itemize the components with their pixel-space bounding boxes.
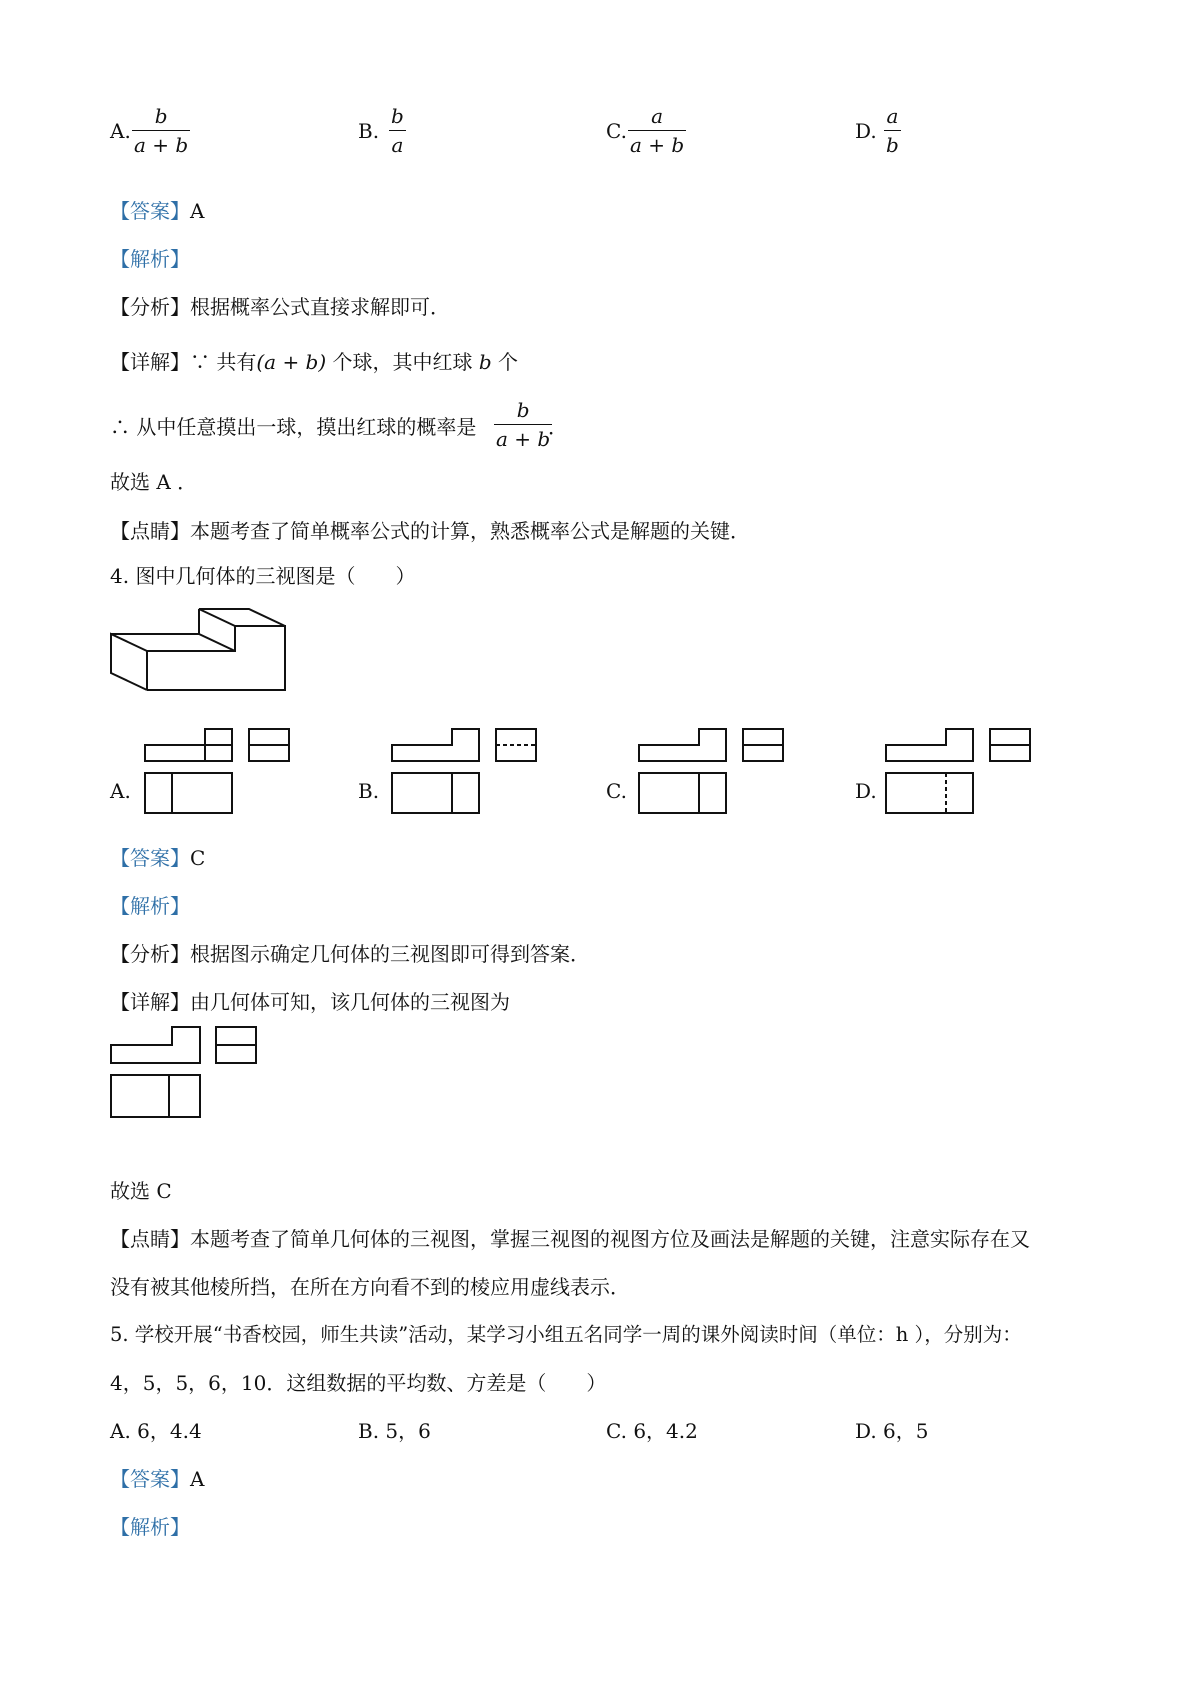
q4-option-c-letter: C. (606, 779, 627, 803)
q5-question-line1: 5. 学校开展“书香校园，师生共读”活动，某学习小组五名同学一周的课外阅读时间（单位：h ），分别为： (110, 1323, 1022, 1346)
q5-answer-tag: 【答案】 (110, 1467, 190, 1491)
q3-option-c-letter: C. (606, 119, 627, 143)
q4-option-b-letter: B. (358, 779, 380, 803)
q5-option-d (855, 1418, 929, 1444)
q3-therefore-numerator: b (516, 398, 530, 422)
q3-analysis-tag: 【解析】 (110, 247, 190, 271)
q3-conclusion: 故选 A ． (110, 470, 198, 494)
q3-option-d-numerator: a (886, 104, 899, 128)
q4-conclusion: 故选 C (110, 1179, 172, 1203)
q4-analysis-tag: 【解析】 (110, 894, 190, 918)
q4-dianjing-text1: 本题考查了简单几何体的三视图，掌握三视图的视图方位及画法是解题的关键，注意实际存在又 (190, 1227, 1030, 1251)
q4-fenxi: 根据图示确定几何体的三视图即可得到答案． (190, 942, 590, 966)
q3-therefore-end: ． (548, 415, 568, 439)
q4-answer-tag: 【答案】 (110, 846, 190, 870)
q3-therefore-denominator: a + b (496, 427, 551, 451)
q5-option-c-text: 6，4.2 (633, 1419, 698, 1443)
q5-answer-line (110, 1466, 204, 1492)
q3-detail-mid: 个球，其中红球 (326, 350, 479, 374)
q4-answer: C (190, 846, 206, 870)
q3-detail-post: 个 (491, 350, 519, 374)
q4-detail-tag: 【详解】 (110, 990, 190, 1014)
q4-detail: 由几何体可知，该几何体的三视图为 (190, 990, 510, 1014)
q3-option-b-denominator: a (391, 133, 404, 157)
q3-option-a-numerator: b (154, 104, 168, 128)
q3-option-c-denominator: a + b (630, 133, 685, 157)
q4-dianjing-line1 (110, 1226, 1030, 1252)
q4-dianjing-line2: 没有被其他棱所挡，在所在方向看不到的棱应用虚线表示． (110, 1275, 630, 1299)
q5-option-d-letter: D. (855, 1419, 877, 1443)
q5-option-b (358, 1418, 431, 1444)
q3-fenxi: 根据概率公式直接求解即可． (190, 295, 450, 319)
q4-dianjing-tag: 【点睛】 (110, 1227, 190, 1251)
q5-analysis-line (110, 1514, 190, 1540)
q4-option-a-letter: A. (110, 779, 131, 803)
q5-option-c-letter: C. (606, 1419, 627, 1443)
q3-detail-math: (a + b) (256, 350, 327, 374)
q5-option-b-letter: B. (358, 1419, 380, 1443)
q5-option-c (606, 1418, 698, 1444)
q3-dianjing: 本题考查了简单概率公式的计算，熟悉概率公式是解题的关键． (190, 519, 750, 543)
q5-analysis-tag: 【解析】 (110, 1515, 190, 1539)
q4-question: 4. 图中几何体的三视图是（ ） (110, 564, 416, 588)
q3-option-c-numerator: a (651, 104, 664, 128)
q4-option-d-letter: D. (855, 779, 877, 803)
q3-answer: A (190, 199, 205, 223)
q3-option-a-denominator: a + b (134, 133, 189, 157)
q4-fenxi-tag: 【分析】 (110, 942, 190, 966)
q5-option-a-letter: A. (110, 1419, 131, 1443)
q3-option-b-letter: B. (358, 119, 380, 143)
q3-therefore-text: ∴ 从中任意摸出一球，摸出红球的概率是 (110, 415, 477, 439)
q3-detail-b: b (478, 350, 492, 374)
q3-dianjing-tag: 【点睛】 (110, 519, 190, 543)
q3-fenxi-tag: 【分析】 (110, 295, 190, 319)
q5-option-b-text: 5，6 (385, 1419, 431, 1443)
q5-option-a-text: 6，4.4 (137, 1419, 202, 1443)
q3-option-d-denominator: b (886, 133, 899, 157)
q3-answer-tag: 【答案】 (110, 199, 190, 223)
q3-option-b-numerator: b (391, 104, 404, 128)
q3-detail-tag: 【详解】 (110, 350, 190, 374)
q5-question-line2: 4，5，5，6，10．这组数据的平均数、方差是（ ） (110, 1371, 607, 1395)
q3-option-d-letter: D. (855, 119, 877, 143)
q5-option-d-text: 6，5 (883, 1419, 929, 1443)
q3-detail-pre: ∵ 共有 (190, 350, 257, 374)
q5-option-a (110, 1418, 202, 1444)
q5-answer: A (190, 1467, 205, 1491)
q3-option-a-letter: A. (110, 119, 131, 143)
